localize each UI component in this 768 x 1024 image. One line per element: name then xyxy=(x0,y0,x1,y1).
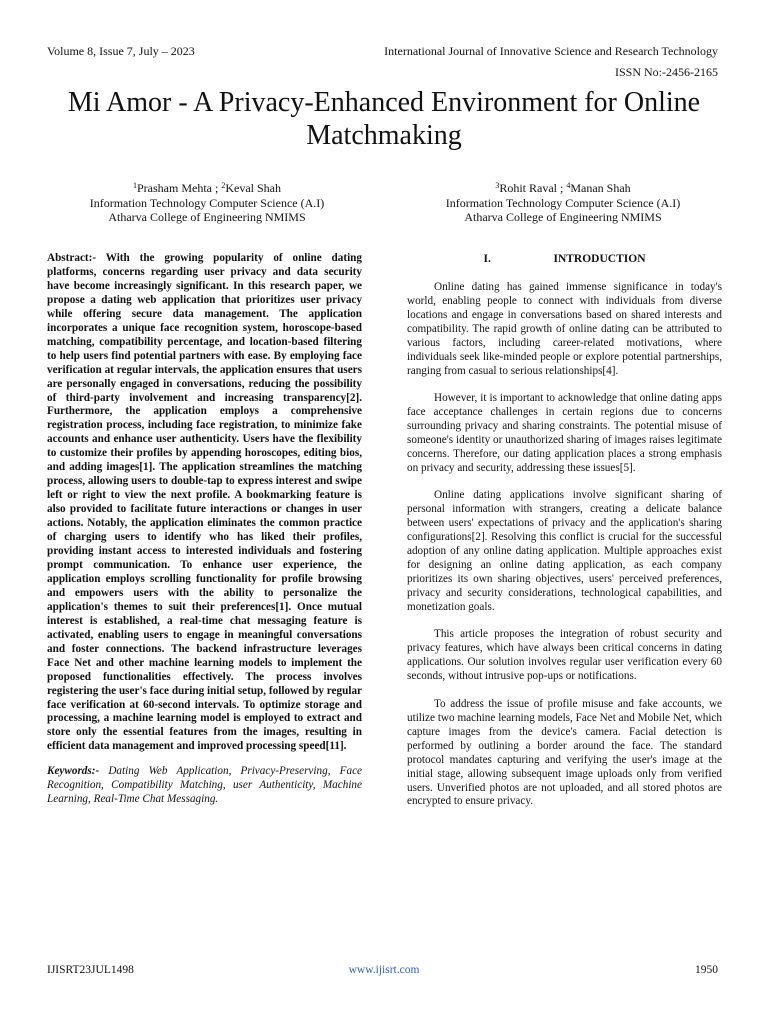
header-journal-name: International Journal of Innovative Science and Research Technology xyxy=(384,44,718,58)
section-number: I. xyxy=(483,253,491,265)
header-volume: Volume 8, Issue 7, July – 2023 xyxy=(47,44,195,58)
author-name: Prasham Mehta ; xyxy=(137,181,222,195)
intro-paragraph: However, it is important to acknowledge that online dating apps face acceptance challenges in certain regions due to concerns surrounding privacy and sharing constraints. The potential misuse of someone's identity or unauthorized sharing of images raises legitimate concerns. Therefore, our dating application places a strong emphasis on privacy and security, addressing these issues[5]. xyxy=(407,392,722,474)
author-names-left xyxy=(42,181,372,196)
footer-paper-id: IJISRT23JUL1498 xyxy=(47,964,134,976)
author-superscript: 1 xyxy=(133,181,137,190)
author-block-right xyxy=(398,181,728,225)
author-name: Keval Shah xyxy=(225,181,281,195)
author-department: Information Technology Computer Science (A.I) xyxy=(89,195,325,210)
left-column xyxy=(47,252,362,807)
intro-paragraph: Online dating has gained immense significance in today's world, enabling people to connect with individuals from diverse locations and engage in conversations based on shared interests and compatibility. The rapid growth of online dating can be attributed to various factors, including career-related motivations, where individuals seek like-minded people or explore potential partnerships, ranging from casual to serious relationships[4]. xyxy=(407,281,722,377)
keywords xyxy=(47,765,362,807)
author-name: Manan Shah xyxy=(570,181,631,195)
author-superscript: 4 xyxy=(566,181,571,190)
intro-paragraph: This article proposes the integration of robust security and privacy features, which have always been critical concerns in dating applications. Our solution involves regular user verification every 60 seconds, without intrusive pop-ups or notifications. xyxy=(407,628,722,683)
section-title: INTRODUCTION xyxy=(553,253,646,265)
author-names-right xyxy=(398,181,728,196)
abstract: Abstract:- With the growing popularity of online dating platforms, concerns regarding user privacy and data security have become increasingly significant. In this research paper, we propose a dating web application that prioritizes user privacy while offering secure data management. The application incorporates a unique face recognition system, horoscope-based matching, compatibility percentage, and location-based filtering to help users find potential partners with ease. By employing face verification at regular intervals, the application ensures that users are personally engaged in conversations, reducing the possibility of third-party involvement and increasing transparency[2]. Furthermore, the application employs a comprehensive registration process, including face registration, to minimize fake accounts and enhance user authenticity. Users have the flexibility to customize their profiles by appending horoscopes, editing bios, and adding images[1]. The application streamlines the matching process, allowing users to double-tap to express interest and swipe left or right to view the next profile. A bookmarking feature is also provided to facilitate future interactions or changes in user actions. Notably, the application eliminates the common practice of charging users to identify who has liked their profiles, providing instant access to interested individuals and fostering prompt communication. To enhance user experience, the application employs scrolling functionality for profile browsing and empowers users with the ability to personalize the application's themes to suit their preferences[1]. Once mutual interest is established, a real-time chat messaging feature is activated, enabling users to engage in meaningful conversations and foster connections. The backend infrastructure leverages Face Net and other machine learning models to implement the proposed functionalities effectively. The process involves registering the user's face during initial setup, followed by regular face verification at 60-second intervals. To optimize storage and processing, a machine learning model is employed to extract and store only the essential features from the images, resulting in efficient data management and improved processing speed[11]. xyxy=(47,252,362,753)
intro-paragraph: Online dating applications involve significant sharing of personal information with strangers, creating a delicate balance between users' expectations of privacy and the application's sharing configurations[2]. Resolving this conflict is crucial for the successful adoption of any online dating application. Multiple approaches exist for designing an online dating application, as each company prioritizes its own sharing objectives, users' perceived preferences, privacy and security considerations, technological capabilities, and monetization goals. xyxy=(407,489,722,614)
keywords-label: Keywords:- xyxy=(47,765,100,778)
author-college: Atharva College of Engineering NMIMS xyxy=(464,210,662,224)
keywords-text: Dating Web Application, Privacy-Preserving, Face Recognition, Compatibility Matching, user Authenticity, Machine Learning, Real-Time Chat Messaging. xyxy=(47,765,362,806)
right-column xyxy=(407,252,722,823)
footer-page-number: 1950 xyxy=(695,964,718,976)
header-issn: ISSN No:-2456-2165 xyxy=(614,65,718,79)
author-block-left xyxy=(42,181,372,225)
author-department: Information Technology Computer Science (A.I) xyxy=(445,195,681,210)
intro-paragraph: To address the issue of profile misuse and fake accounts, we utilize two machine learning models, Face Net and Mobile Net, which capture images from the device's camera. Facial detection is performed by outlining a border around the face. The standard protocol mandates capturing and verifying the user's image at the initial stage, allowing subsequent image uploads only from verified users. Unverified photos are not uploaded, and all stored photos are encrypted to ensure privacy. xyxy=(407,697,722,808)
author-superscript: 3 xyxy=(495,181,500,190)
author-name: Rohit Raval ; xyxy=(499,181,567,195)
section-heading-introduction xyxy=(407,252,722,266)
paper-title: Mi Amor - A Privacy-Enhanced Environment for Online Matchmaking xyxy=(67,87,701,151)
author-superscript: 2 xyxy=(221,181,226,190)
author-college: Atharva College of Engineering NMIMS xyxy=(108,210,306,224)
footer-website-link[interactable]: www.ijisrt.com xyxy=(348,964,420,976)
